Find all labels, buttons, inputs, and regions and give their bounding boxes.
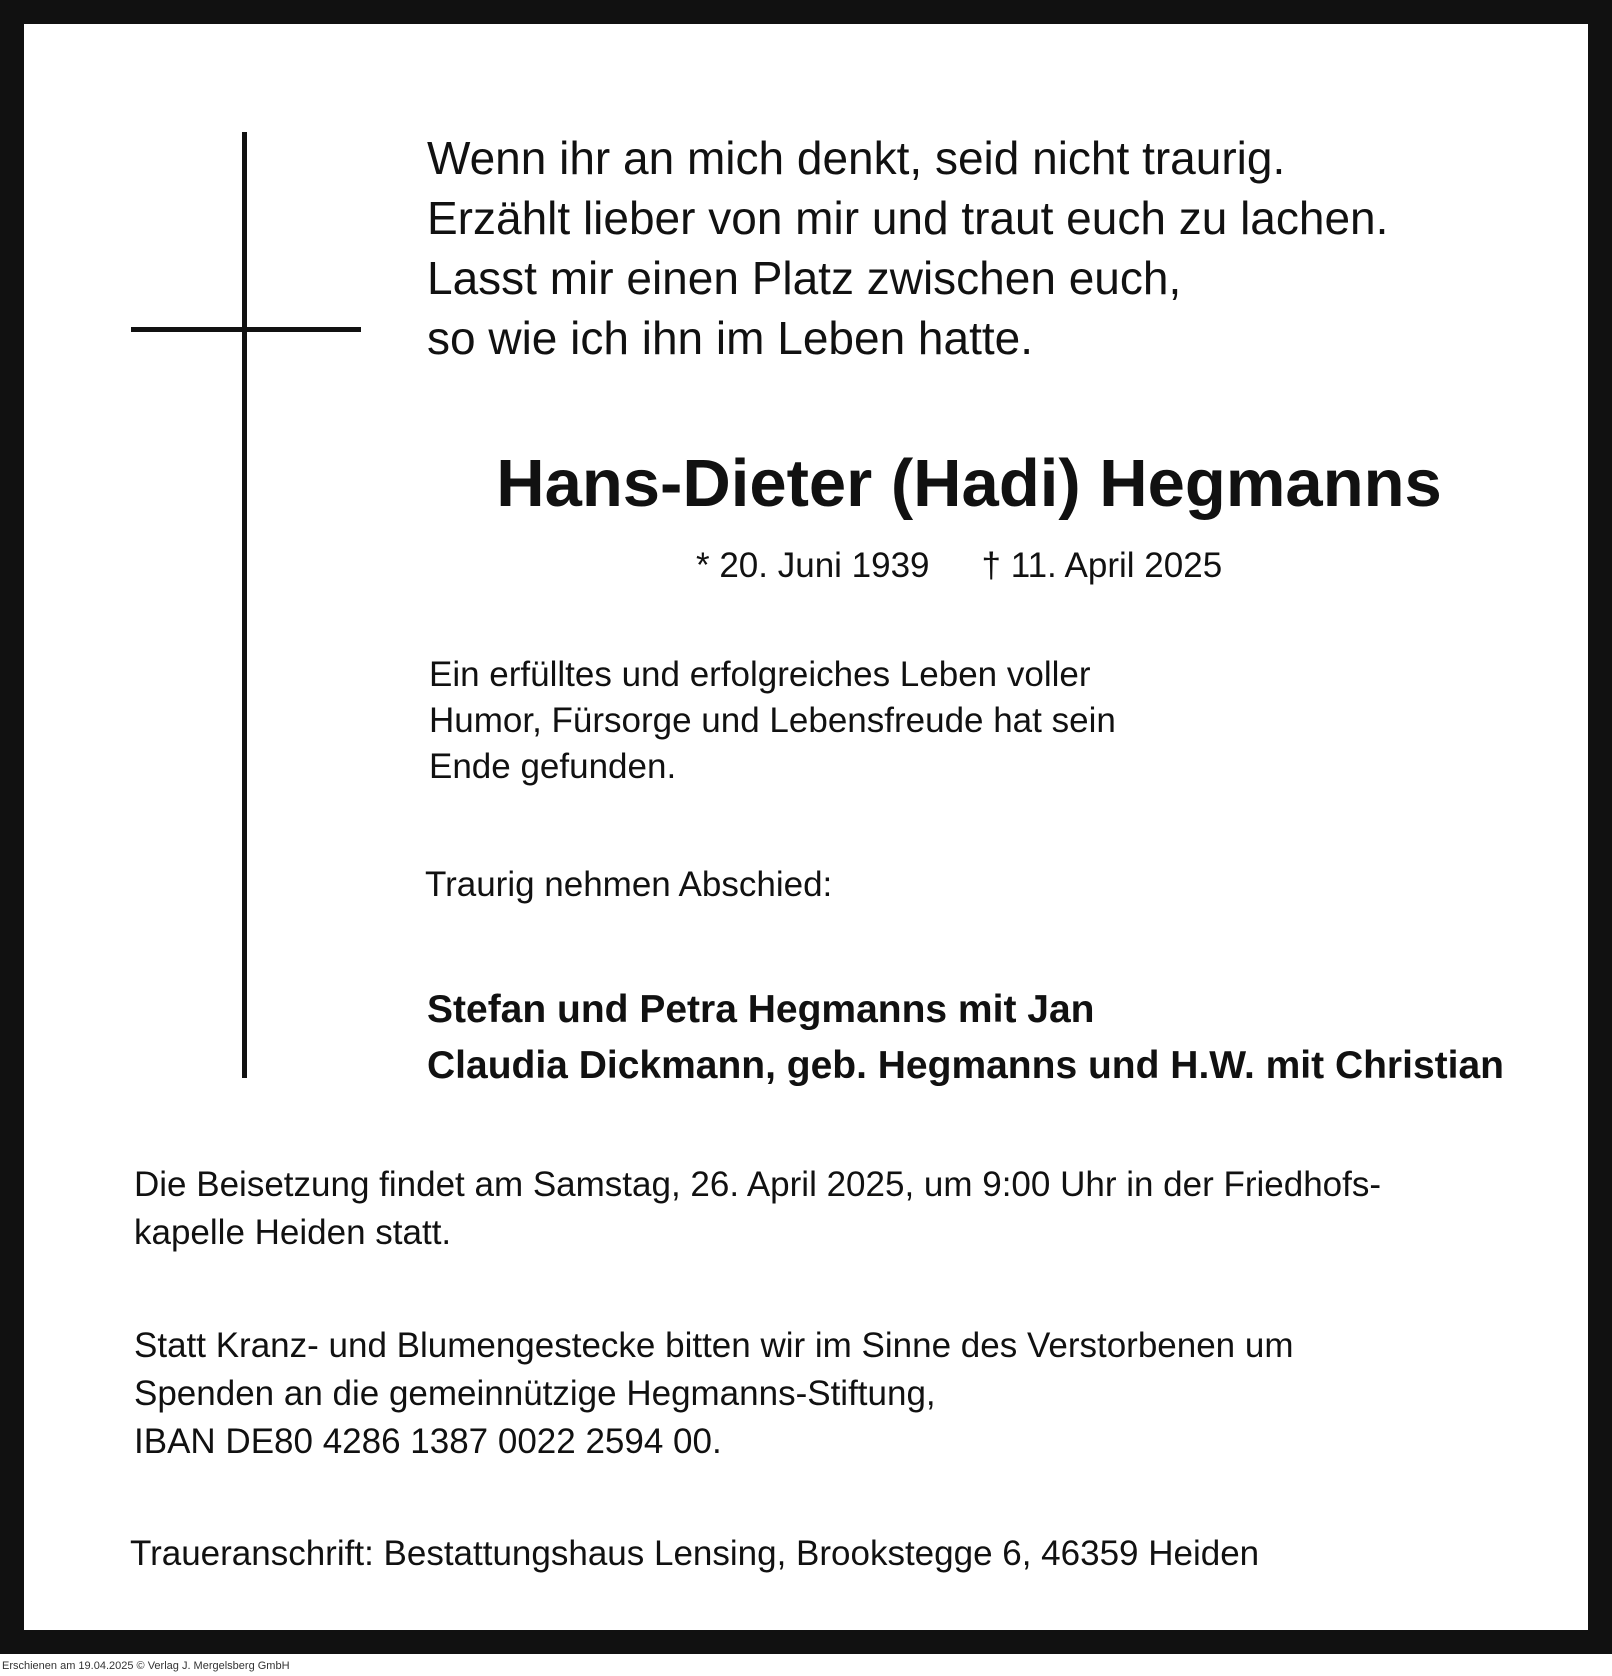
mourners-list [427, 982, 1504, 1094]
publication-footer: Erschienen am 19.04.2025 © Verlag J. Mergelsberg GmbH [2, 1660, 290, 1672]
verse-line: Wenn ihr an mich denkt, seid nicht traurig. [427, 132, 1286, 184]
donation-line: Statt Kranz- und Blumengestecke bitten wir im Sinne des Verstorbenen um [134, 1326, 1294, 1365]
donation-line: IBAN DE80 4286 1387 0022 2594 00. [134, 1422, 722, 1461]
cross-horizontal-bar [131, 327, 361, 332]
burial-line: kapelle Heiden statt. [134, 1213, 452, 1252]
cross-vertical-bar [242, 132, 247, 1078]
donation-notice [134, 1322, 1294, 1466]
burial-line: Die Beisetzung findet am Samstag, 26. April 2025, um 9:00 Uhr in der Friedhofs- [134, 1165, 1382, 1204]
death-date: † 11. April 2025 [981, 546, 1223, 585]
tribute-text [429, 652, 1116, 790]
mourner-line: Stefan und Petra Hegmanns mit Jan [427, 988, 1095, 1031]
mourning-address: Traueranschrift: Bestattungshaus Lensing, Brookstegge 6, 46359 Heiden [130, 1534, 1260, 1573]
verse-line: Lasst mir einen Platz zwischen euch, [427, 252, 1182, 304]
donation-line: Spenden an die gemeinnützige Hegmanns-Stiftung, [134, 1374, 936, 1413]
deceased-name: Hans-Dieter (Hadi) Hegmanns [496, 446, 1442, 521]
verse-line: so wie ich ihn im Leben hatte. [427, 312, 1034, 364]
memorial-verse [427, 128, 1577, 368]
birth-date: * 20. Juni 1939 [696, 546, 930, 585]
burial-notice [134, 1161, 1381, 1257]
tribute-line: Ein erfülltes und erfolgreiches Leben voller [429, 655, 1091, 694]
mourner-line: Claudia Dickmann, geb. Hegmanns und H.W. mit Christian [427, 1044, 1504, 1087]
life-dates [696, 544, 1222, 588]
tribute-line: Humor, Fürsorge und Lebensfreude hat sein [429, 701, 1116, 740]
tribute-line: Ende gefunden. [429, 747, 677, 786]
farewell-heading: Traurig nehmen Abschied: [425, 865, 833, 904]
verse-line: Erzählt lieber von mir und traut euch zu lachen. [427, 192, 1389, 244]
